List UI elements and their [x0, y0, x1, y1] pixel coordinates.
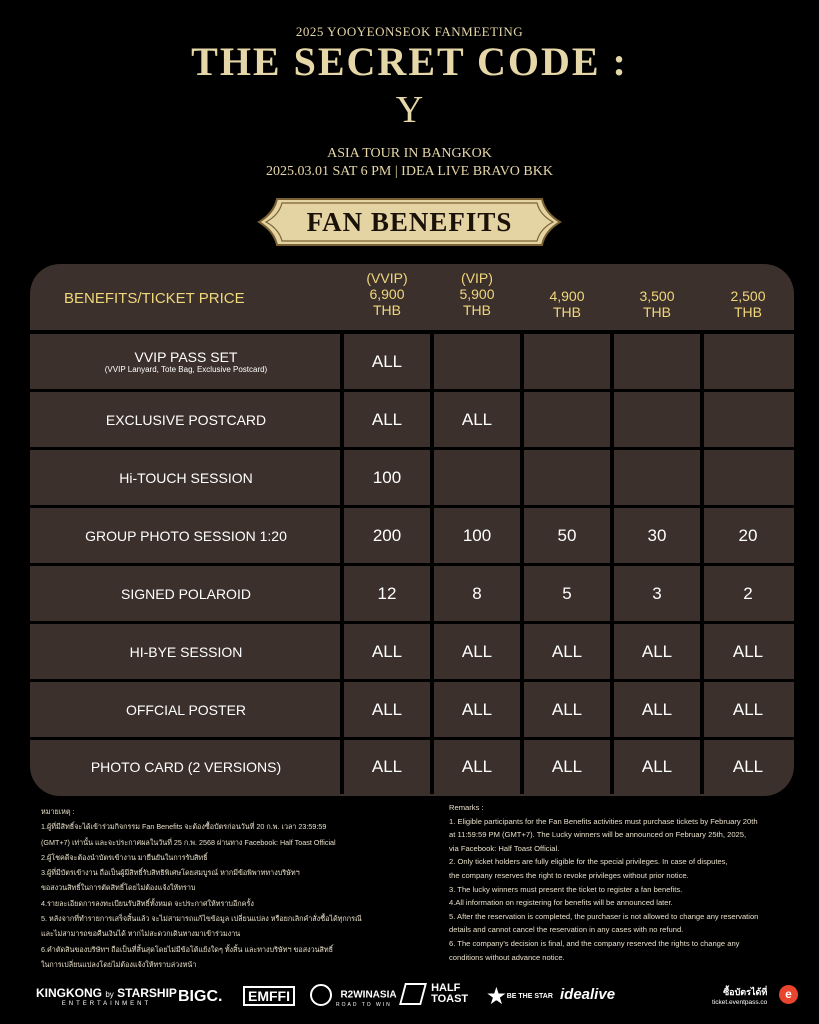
- english-remarks: [449, 801, 799, 964]
- benefit-value-cell: [614, 392, 700, 447]
- price-header-tier: (VVIP): [366, 270, 408, 286]
- sponsor-logos: [0, 980, 819, 1020]
- r2win-icon: [310, 984, 332, 1006]
- starship-text: STARSHIP: [117, 986, 177, 1000]
- remark-line: at 11:59:59 PM (GMT+7). The Lucky winners will be announced on February 25th, 2025,: [449, 830, 747, 840]
- english-remarks-title: Remarks :: [449, 803, 484, 812]
- remark-line: 6. The company's decision is final, and the company reserved the rights to change any: [449, 938, 740, 948]
- table-corner-label: BENEFITS/TICKET PRICE: [64, 290, 245, 307]
- be-the-star-logo: [488, 984, 553, 1009]
- benefit-value-cell: ALL: [524, 624, 610, 679]
- benefit-value-cell: 20: [704, 508, 792, 563]
- bigc-logo: BIGC.: [178, 988, 223, 1005]
- benefit-name: VVIP PASS SET: [134, 349, 238, 365]
- remark-line: 3.ผู้ที่มีบัตรเข้างาน ถือเป็นผู้มีสิทธิ์รับสิทธิพิเศษโดยสมบูรณ์ หากมีข้อพิพาททางบริษัทฯ: [41, 868, 300, 878]
- date-venue: 2025.03.01 SAT 6 PM | IDEA LIVE BRAVO BKK: [266, 164, 553, 179]
- eventpass-logo: [712, 985, 767, 1006]
- benefit-value-cell: ALL: [614, 740, 700, 794]
- price-header-currency: THB: [553, 304, 581, 320]
- benefit-value-cell: 200: [344, 508, 430, 563]
- remark-line: details and cannot cancel the reservation in any cases with no refund.: [449, 925, 684, 935]
- kingkong-starship-logo: [36, 986, 177, 1007]
- benefit-value-cell: [524, 392, 610, 447]
- benefit-value-cell: 12: [344, 566, 430, 621]
- half-toast-logo: [402, 983, 468, 1005]
- benefit-row-label: [32, 508, 340, 563]
- benefit-value-cell: [704, 450, 792, 505]
- price-header-price: 3,500: [639, 288, 675, 304]
- benefit-value-cell: [434, 450, 520, 505]
- r2win-logo: [310, 984, 397, 1008]
- benefit-row-label: [32, 450, 340, 505]
- benefit-value-cell: 3: [614, 566, 700, 621]
- benefit-value-cell: ALL: [434, 740, 520, 794]
- benefit-value-cell: 8: [434, 566, 520, 621]
- benefit-row-label: [32, 624, 340, 679]
- r2win-text: R2WINASIA: [340, 989, 397, 1001]
- ticket-thai-text: ซื้อบัตรได้ที่: [723, 987, 768, 997]
- toast-text: TOAST: [431, 993, 469, 1005]
- price-header-3: [524, 288, 610, 320]
- benefit-value-cell: ALL: [344, 624, 430, 679]
- benefit-row-label: [32, 334, 340, 389]
- event-title: THE SECRET CODE :: [191, 39, 628, 84]
- benefit-value-cell: 30: [614, 508, 700, 563]
- kingkong-text: KINGKONG: [36, 986, 102, 1000]
- benefit-value-cell: ALL: [524, 682, 610, 737]
- price-header-currency: THB: [643, 304, 671, 320]
- benefit-value-cell: [614, 450, 700, 505]
- half-toast-icon: [399, 983, 427, 1005]
- be-the-star-text: BE THE STAR: [506, 993, 553, 1000]
- benefit-value-cell: ALL: [614, 624, 700, 679]
- event-title-letter: Y: [395, 89, 424, 131]
- benefit-value-cell: [434, 334, 520, 389]
- remark-line: 5. หลังจากที่ทำรายการเสร็จสิ้นแล้ว จะไม่สามารถแก้ไขข้อมูล เปลี่ยนแปลง หรือยกเลิกคำสั่งซื้อได้ทุกกรณี: [41, 914, 362, 924]
- remark-line: 2. Only ticket holders are fully eligible for the special privileges. In case of disputes,: [449, 857, 728, 867]
- by-text: by: [105, 990, 114, 999]
- price-header-tier: (VIP): [461, 270, 493, 286]
- star-icon: ✭: [488, 986, 505, 1008]
- remark-line: 4.รายละเอียดการลงทะเบียนรับสิทธิ์ทั้งหมด จะประกาศให้ทราบอีกครั้ง: [41, 898, 254, 908]
- remark-line: ในการเปลี่ยนแปลงโดยไม่ต้องแจ้งให้ทราบล่วงหน้า: [41, 959, 197, 969]
- price-header-currency: THB: [373, 302, 401, 318]
- benefit-value-cell: ALL: [344, 682, 430, 737]
- price-header-currency: THB: [463, 302, 491, 318]
- price-header-1: [344, 270, 430, 318]
- benefit-name: SIGNED POLAROID: [121, 585, 251, 602]
- remark-line: 1.ผู้ที่มีสิทธิ์จะได้เข้าร่วมกิจกรรม Fan Benefits จะต้องซื้อบัตรก่อนวันที่ 20 ก.พ. เวลา 23:59:59: [41, 822, 327, 832]
- eventpass-icon: e: [779, 985, 798, 1004]
- tour-name: ASIA TOUR IN BANGKOK: [327, 146, 492, 161]
- thai-remarks-title: หมายเหตุ :: [41, 807, 75, 816]
- benefit-value-cell: ALL: [434, 624, 520, 679]
- remark-line: ขอสงวนสิทธิ์ในการตัดสิทธิ์โดยไม่ต้องแจ้งให้ทราบ: [41, 883, 196, 893]
- remark-line: 3. The lucky winners must present the ticket to register a fan benefits.: [449, 884, 683, 894]
- benefit-value-cell: [704, 392, 792, 447]
- remark-line: 1. Eligible participants for the Fan Benefits activities must purchase tickets by February 20th: [449, 816, 758, 826]
- remark-line: 6.คำตัดสินของบริษัทฯ ถือเป็นที่สิ้นสุดโดยไม่มีข้อโต้แย้งใดๆ ทั้งสิ้น และทางบริษัทฯ ขอสงวนสิทธิ์: [41, 944, 334, 954]
- benefit-name: HI-BYE SESSION: [129, 643, 243, 660]
- remark-line: conditions without advance notice.: [449, 952, 565, 962]
- entertainment-text: ENTERTAINMENT: [61, 1001, 152, 1007]
- benefit-value-cell: ALL: [704, 682, 792, 737]
- remark-line: 5. After the reservation is completed, the purchaser is not allowed to change any reservation: [449, 911, 759, 921]
- benefit-row-label: [32, 740, 340, 794]
- benefit-value-cell: 5: [524, 566, 610, 621]
- half-text: HALF: [431, 982, 461, 994]
- benefit-value-cell: ALL: [704, 740, 792, 794]
- benefit-value-cell: ALL: [344, 392, 430, 447]
- header-divider: [30, 330, 794, 334]
- price-header-2: [434, 270, 520, 318]
- fan-benefits-banner: [255, 195, 564, 249]
- benefit-value-cell: [704, 334, 792, 389]
- price-header-price: 4,900: [549, 288, 585, 304]
- benefit-row-label: [32, 392, 340, 447]
- benefit-value-cell: 100: [344, 450, 430, 505]
- benefit-name: PHOTO CARD (2 VERSIONS): [90, 759, 282, 775]
- benefit-value-cell: [524, 334, 610, 389]
- benefit-value-cell: ALL: [344, 740, 430, 794]
- benefit-name: OFFCIAL POSTER: [125, 701, 247, 718]
- benefit-value-cell: ALL: [704, 624, 792, 679]
- benefit-value-cell: 50: [524, 508, 610, 563]
- price-header-price: 6,900: [369, 286, 405, 302]
- benefit-name: GROUP PHOTO SESSION 1:20: [85, 527, 287, 544]
- benefit-row-label: [32, 566, 340, 621]
- benefit-value-cell: ALL: [344, 334, 430, 389]
- price-header-currency: THB: [734, 304, 762, 320]
- benefit-value-cell: ALL: [434, 682, 520, 737]
- banner-title: FAN BENEFITS: [306, 207, 513, 237]
- english-remarks-lines: [449, 815, 799, 965]
- remark-line: และไม่สามารถขอคืนเงินได้ หากไม่สะดวกเดินทางมาเข้าร่วมงาน: [41, 929, 241, 939]
- benefit-value-cell: ALL: [614, 682, 700, 737]
- remark-line: 2.ผู้โชคดีจะต้องนำบัตรเข้างาน มายืนยันในการรับสิทธิ์: [41, 852, 208, 862]
- benefit-value-cell: ALL: [434, 392, 520, 447]
- emffi-logo: EMFFI: [243, 986, 295, 1006]
- price-header-5: [704, 288, 792, 320]
- r2win-subtext: ROAD TO WIN: [336, 1002, 392, 1008]
- remark-line: (GMT+7) เท่านั้น และจะประกาศผลในวันที่ 25 ก.พ. 2568 ผ่านทาง Facebook: Half Toast Official: [41, 837, 336, 847]
- price-header-4: [614, 288, 700, 320]
- benefit-name: Hi-TOUCH SESSION: [119, 469, 253, 486]
- thai-remarks-lines: [41, 819, 386, 972]
- thai-remarks: [41, 804, 386, 972]
- remark-line: via Facebook: Half Toast Official.: [449, 843, 560, 853]
- benefit-value-cell: [524, 450, 610, 505]
- benefit-row-label: [32, 682, 340, 737]
- benefit-value-cell: [614, 334, 700, 389]
- benefit-value-cell: 100: [434, 508, 520, 563]
- benefit-name: EXCLUSIVE POSTCARD: [105, 411, 267, 428]
- benefit-details: (VVIP Lanyard, Tote Bag, Exclusive Postcard): [104, 365, 268, 374]
- remark-line: the company reserves the right to revoke privileges without prior notice.: [449, 870, 689, 880]
- event-subtitle: 2025 YOOYEONSEOK FANMEETING: [295, 24, 524, 39]
- price-header-price: 5,900: [459, 286, 495, 302]
- ticket-url-text: ticket.eventpass.co: [712, 999, 768, 1006]
- idealive-logo: idealive: [560, 986, 616, 1003]
- benefit-value-cell: ALL: [524, 740, 610, 794]
- price-header-price: 2,500: [730, 288, 766, 304]
- benefit-value-cell: 2: [704, 566, 792, 621]
- remark-line: 4.All information on registering for benefits will be announced later.: [449, 898, 673, 908]
